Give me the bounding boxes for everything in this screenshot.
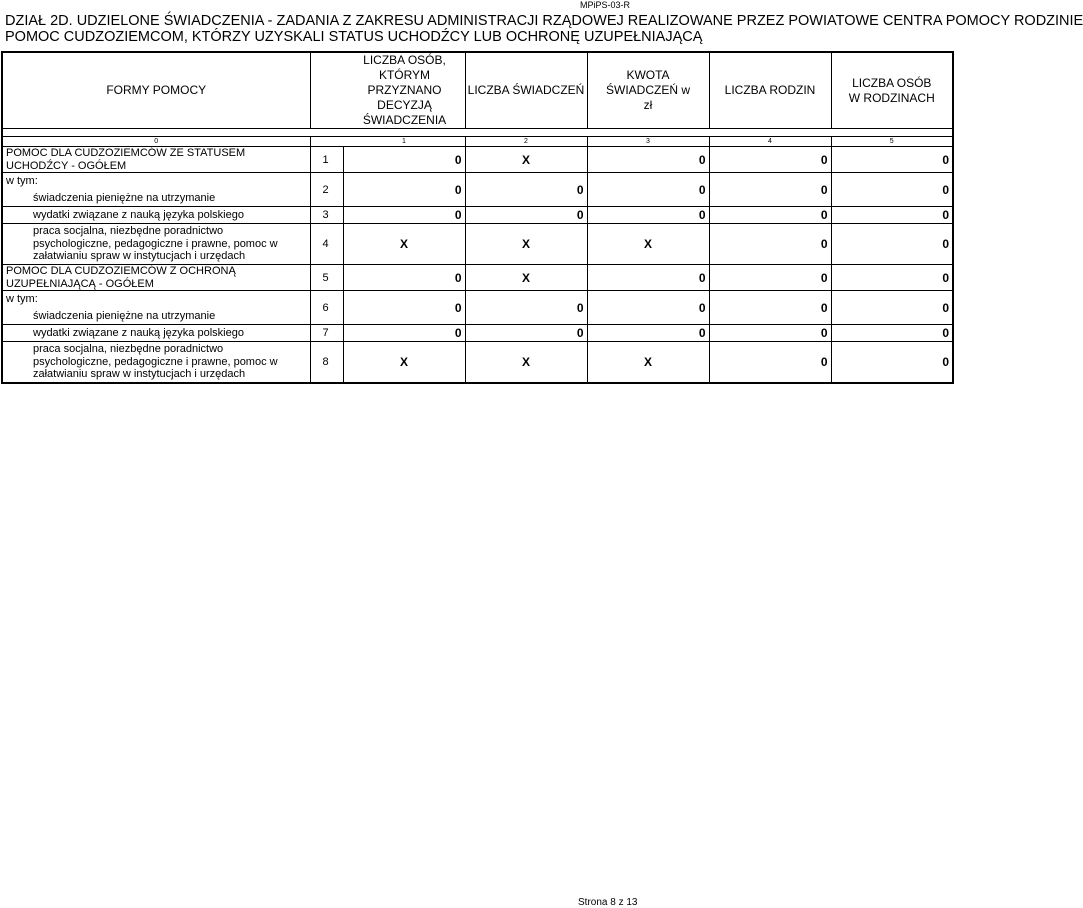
header-families: LICZBA RODZIN bbox=[709, 52, 831, 129]
row-label: POMOC DLA CUDZOZIEMCÓW Z OCHRONĄ UZUPEŁNIAJĄCĄ - OGÓŁEM bbox=[2, 265, 310, 291]
row-number: 3 bbox=[310, 207, 343, 224]
cell-families: 0 bbox=[709, 265, 831, 291]
table-row bbox=[2, 342, 953, 383]
cell-persons-in-families: 0 bbox=[831, 147, 953, 173]
cell-families: 0 bbox=[709, 291, 831, 325]
cell-benefits: X bbox=[465, 342, 587, 383]
cell-persons: X bbox=[343, 342, 465, 383]
table-row bbox=[2, 173, 953, 207]
column-index-5: 5 bbox=[831, 137, 953, 147]
row-number: 5 bbox=[310, 265, 343, 291]
cell-persons: 0 bbox=[343, 173, 465, 207]
cell-persons-in-families: 0 bbox=[831, 342, 953, 383]
column-index-3: 3 bbox=[587, 137, 709, 147]
section-title: DZIAŁ 2D. UDZIELONE ŚWIADCZENIA - ZADANIA Z ZAKRESU ADMINISTRACJI RZĄDOWEJ REALIZOWANE PRZEZ POWIATOWE CENTRA POMOCY RODZINIE bbox=[5, 13, 1083, 29]
cell-benefits: X bbox=[465, 265, 587, 291]
cell-persons: 0 bbox=[343, 147, 465, 173]
row-label-text: wydatki związane z nauką języka polskiego bbox=[33, 326, 244, 339]
column-index-0: 0 bbox=[2, 137, 310, 147]
row-label bbox=[2, 342, 310, 383]
row-number: 2 bbox=[310, 173, 343, 207]
cell-persons: 0 bbox=[343, 265, 465, 291]
row-number: 6 bbox=[310, 291, 343, 325]
benefits-table bbox=[1, 51, 954, 384]
cell-persons: X bbox=[343, 224, 465, 265]
row-label bbox=[2, 207, 310, 224]
header-row bbox=[2, 52, 953, 129]
column-index-1: 1 bbox=[310, 137, 465, 147]
spacer-cell bbox=[2, 129, 953, 137]
row-label: POMOC DLA CUDZOZIEMCÓW ZE STATUSEM UCHODŹCY - OGÓŁEM bbox=[2, 147, 310, 173]
cell-persons-in-families: 0 bbox=[831, 291, 953, 325]
cell-families: 0 bbox=[709, 147, 831, 173]
header-persons: LICZBA OSÓB, KTÓRYM PRZYZNANO DECYZJĄ ŚWIADCZENIA bbox=[310, 52, 465, 129]
header-persons-in-families: LICZBA OSÓB W RODZINACH bbox=[831, 52, 953, 129]
cell-persons-in-families: 0 bbox=[831, 325, 953, 342]
cell-persons-in-families: 0 bbox=[831, 224, 953, 265]
cell-families: 0 bbox=[709, 342, 831, 383]
row-label bbox=[2, 291, 310, 325]
header-forms: FORMY POMOCY bbox=[2, 52, 310, 129]
cell-persons: 0 bbox=[343, 325, 465, 342]
row-label bbox=[2, 325, 310, 342]
row-prefix: w tym: bbox=[6, 293, 38, 305]
spacer-row bbox=[2, 129, 953, 137]
page-number: Strona 8 z 13 bbox=[578, 897, 638, 908]
cell-families: 0 bbox=[709, 224, 831, 265]
header-benefits: LICZBA ŚWIADCZEŃ bbox=[465, 52, 587, 129]
cell-families: 0 bbox=[709, 207, 831, 224]
cell-amount: 0 bbox=[587, 173, 709, 207]
cell-amount: 0 bbox=[587, 325, 709, 342]
cell-persons-in-families: 0 bbox=[831, 265, 953, 291]
row-label-text: praca socjalna, niezbędne poradnictwo psychologiczne, pedagogiczne i prawne, pomoc w załatwianiu spraw w instytucjach i urzędach bbox=[33, 343, 278, 380]
table-row bbox=[2, 291, 953, 325]
cell-persons: 0 bbox=[343, 291, 465, 325]
cell-benefits: 0 bbox=[465, 207, 587, 224]
cell-amount: X bbox=[587, 224, 709, 265]
section-subtitle: POMOC CUDZOZIEMCOM, KTÓRZY UZYSKALI STATUS UCHODŹCY LUB OCHRONĘ UZUPEŁNIAJĄCĄ bbox=[5, 29, 703, 45]
form-code: MPiPS-03-R bbox=[580, 0, 631, 10]
cell-amount: X bbox=[587, 342, 709, 383]
cell-benefits: 0 bbox=[465, 173, 587, 207]
cell-benefits: X bbox=[465, 224, 587, 265]
row-number: 8 bbox=[310, 342, 343, 383]
cell-persons-in-families: 0 bbox=[831, 173, 953, 207]
header-amount: KWOTA ŚWIADCZEŃ w zł bbox=[587, 52, 709, 129]
row-label bbox=[2, 224, 310, 265]
row-label bbox=[2, 173, 310, 207]
cell-benefits: 0 bbox=[465, 325, 587, 342]
cell-amount: 0 bbox=[587, 207, 709, 224]
row-number: 7 bbox=[310, 325, 343, 342]
cell-families: 0 bbox=[709, 325, 831, 342]
cell-persons-in-families: 0 bbox=[831, 207, 953, 224]
row-number: 4 bbox=[310, 224, 343, 265]
column-index-4: 4 bbox=[709, 137, 831, 147]
cell-benefits: 0 bbox=[465, 291, 587, 325]
table-row bbox=[2, 265, 953, 291]
row-label-text: świadczenia pieniężne na utrzymanie bbox=[33, 191, 216, 204]
row-label-text: wydatki związane z nauką języka polskiego bbox=[33, 208, 244, 221]
row-label-text: świadczenia pieniężne na utrzymanie bbox=[33, 309, 216, 322]
column-index-row bbox=[2, 137, 953, 147]
table-row bbox=[2, 147, 953, 173]
cell-families: 0 bbox=[709, 173, 831, 207]
row-prefix: w tym: bbox=[6, 175, 38, 187]
row-number: 1 bbox=[310, 147, 343, 173]
table-row bbox=[2, 325, 953, 342]
table-row bbox=[2, 207, 953, 224]
cell-amount: 0 bbox=[587, 291, 709, 325]
section-heading bbox=[5, 13, 1083, 45]
column-index-2: 2 bbox=[465, 137, 587, 147]
row-label-text: praca socjalna, niezbędne poradnictwo psychologiczne, pedagogiczne i prawne, pomoc w załatwianiu spraw w instytucjach i urzędach bbox=[33, 225, 278, 263]
cell-benefits: X bbox=[465, 147, 587, 173]
cell-amount: 0 bbox=[587, 147, 709, 173]
cell-persons: 0 bbox=[343, 207, 465, 224]
table-row bbox=[2, 224, 953, 265]
cell-amount: 0 bbox=[587, 265, 709, 291]
